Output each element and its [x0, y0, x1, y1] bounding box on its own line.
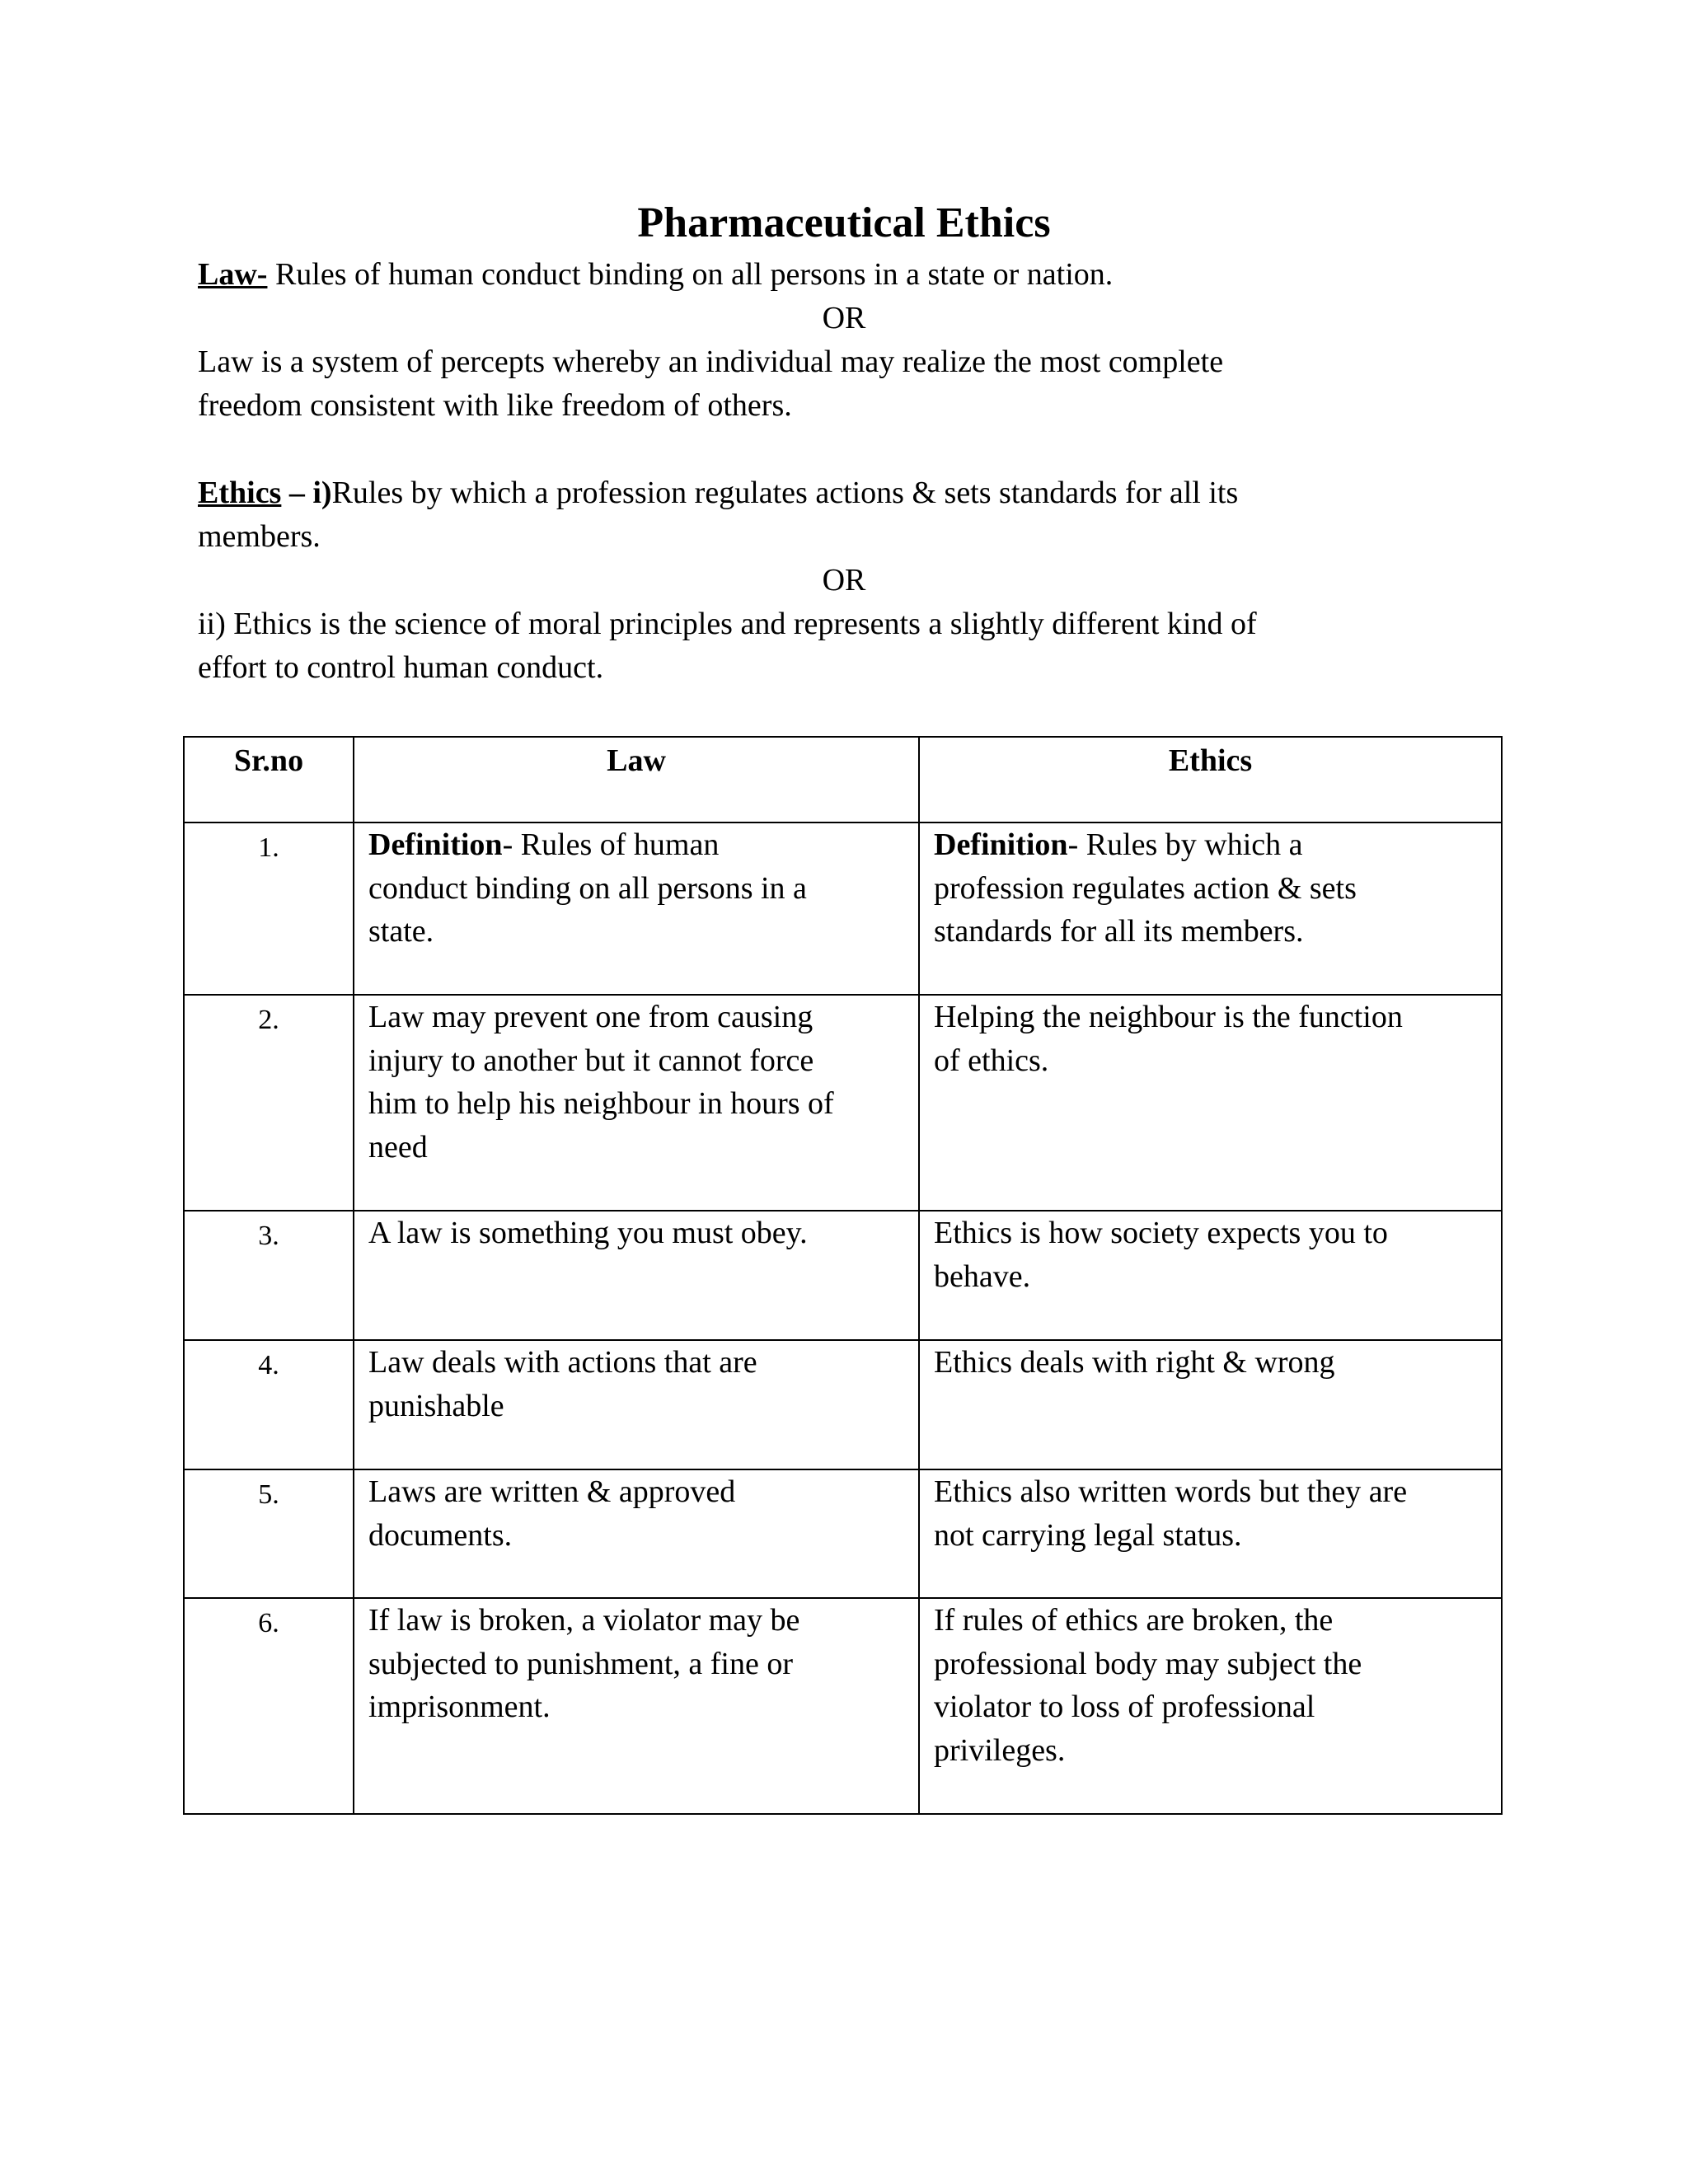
law-cell — [354, 1598, 919, 1814]
ethics-cell-line: Ethics deals with right & wrong — [934, 1345, 1335, 1380]
ethics-cell-line: profession regulates action & sets — [934, 870, 1357, 906]
ethics-cell-line: standards for all its members. — [934, 914, 1304, 949]
law-cell-line: imprisonment. — [368, 1690, 551, 1724]
law-or-separator: OR — [822, 301, 866, 335]
ethics-cell-line: not carrying legal status. — [934, 1517, 1242, 1553]
ethics-definition-line-1 — [198, 471, 1517, 515]
ethics-alt-definition-line-1: ii) Ethics is the science of moral principles and represents a slightly different kind of — [198, 607, 1257, 641]
row-number: 2. — [184, 995, 354, 1211]
table-row — [184, 1469, 1502, 1598]
ethics-cell — [919, 1211, 1502, 1340]
law-cell-line: need — [368, 1129, 428, 1165]
ethics-cell-line: Ethics is how society expects you to — [934, 1216, 1388, 1250]
ethics-term: Ethics — [198, 476, 282, 510]
law-cell-line: Law deals with actions that are — [368, 1345, 757, 1380]
law-cell-line: injury to another but it cannot force — [368, 1043, 814, 1078]
ethics-cell-label: Definition — [934, 827, 1068, 862]
law-cell — [354, 823, 919, 995]
table-row — [184, 1598, 1502, 1814]
table-row — [184, 823, 1502, 995]
page-title: Pharmaceutical Ethics — [637, 199, 1051, 246]
header-sr-no: Sr.no — [184, 737, 354, 823]
law-cell-line: A law is something you must obey. — [368, 1216, 808, 1250]
law-cell-label: Definition — [368, 827, 503, 862]
ethics-cell-line: violator to loss of professional — [934, 1690, 1315, 1724]
ethics-numeral: i) — [312, 476, 332, 510]
ethics-cell-line: professional body may subject the — [934, 1646, 1362, 1681]
law-cell-line: him to help his neighbour in hours of — [368, 1086, 834, 1121]
ethics-definition-text: Rules by which a profession regulates actions & sets standards for all its — [331, 476, 1239, 510]
ethics-cell-line: of ethics. — [934, 1043, 1049, 1078]
table-header-row — [184, 737, 1502, 823]
row-number: 6. — [184, 1598, 354, 1814]
law-definition — [198, 253, 1517, 297]
law-alt-definition-line-2: freedom consistent with like freedom of others. — [198, 388, 792, 423]
ethics-cell-line: Ethics also written words but they are — [934, 1474, 1408, 1509]
ethics-cell — [919, 995, 1502, 1211]
row-number: 5. — [184, 1469, 354, 1598]
table-row — [184, 995, 1502, 1211]
law-cell — [354, 1211, 919, 1340]
law-alt-definition-line-1: Law is a system of percepts whereby an individual may realize the most complete — [198, 344, 1224, 379]
table-row — [184, 1340, 1502, 1469]
ethics-cell-line: Helping the neighbour is the function — [934, 1000, 1403, 1034]
law-cell-line: state. — [368, 914, 434, 949]
law-vs-ethics-table — [183, 736, 1503, 1815]
ethics-cell — [919, 1598, 1502, 1814]
ethics-cell — [919, 1340, 1502, 1469]
law-definition-text: Rules of human conduct binding on all persons in a state or nation. — [267, 257, 1114, 292]
ethics-cell-line: - Rules by which a — [1067, 827, 1303, 862]
law-cell — [354, 1469, 919, 1598]
law-term: Law- — [198, 257, 268, 292]
law-cell-line: conduct binding on all persons in a — [368, 870, 807, 906]
ethics-cell — [919, 1469, 1502, 1598]
law-cell-line: subjected to punishment, a fine or — [368, 1646, 793, 1681]
ethics-dash: – — [281, 476, 313, 510]
ethics-definition-line-2: members. — [198, 519, 321, 554]
ethics-cell-line: privileges. — [934, 1732, 1066, 1768]
ethics-cell — [919, 823, 1502, 995]
ethics-alt-definition-line-2: effort to control human conduct. — [198, 650, 604, 685]
law-cell-line: punishable — [368, 1388, 504, 1423]
header-law: Law — [354, 737, 919, 823]
law-cell-line: Law may prevent one from causing — [368, 1000, 814, 1034]
header-ethics: Ethics — [919, 737, 1502, 823]
law-cell — [354, 995, 919, 1211]
row-number: 1. — [184, 823, 354, 995]
law-cell — [354, 1340, 919, 1469]
table-row — [184, 1211, 1502, 1340]
ethics-cell-line: behave. — [934, 1258, 1031, 1294]
row-number: 4. — [184, 1340, 354, 1469]
law-cell-line: documents. — [368, 1517, 513, 1553]
ethics-cell-line: If rules of ethics are broken, the — [934, 1603, 1334, 1638]
law-cell-line: - Rules of human — [502, 827, 720, 862]
law-cell-line: Laws are written & approved — [368, 1474, 736, 1509]
row-number: 3. — [184, 1211, 354, 1340]
ethics-or-separator: OR — [822, 563, 866, 598]
law-cell-line: If law is broken, a violator may be — [368, 1603, 800, 1638]
